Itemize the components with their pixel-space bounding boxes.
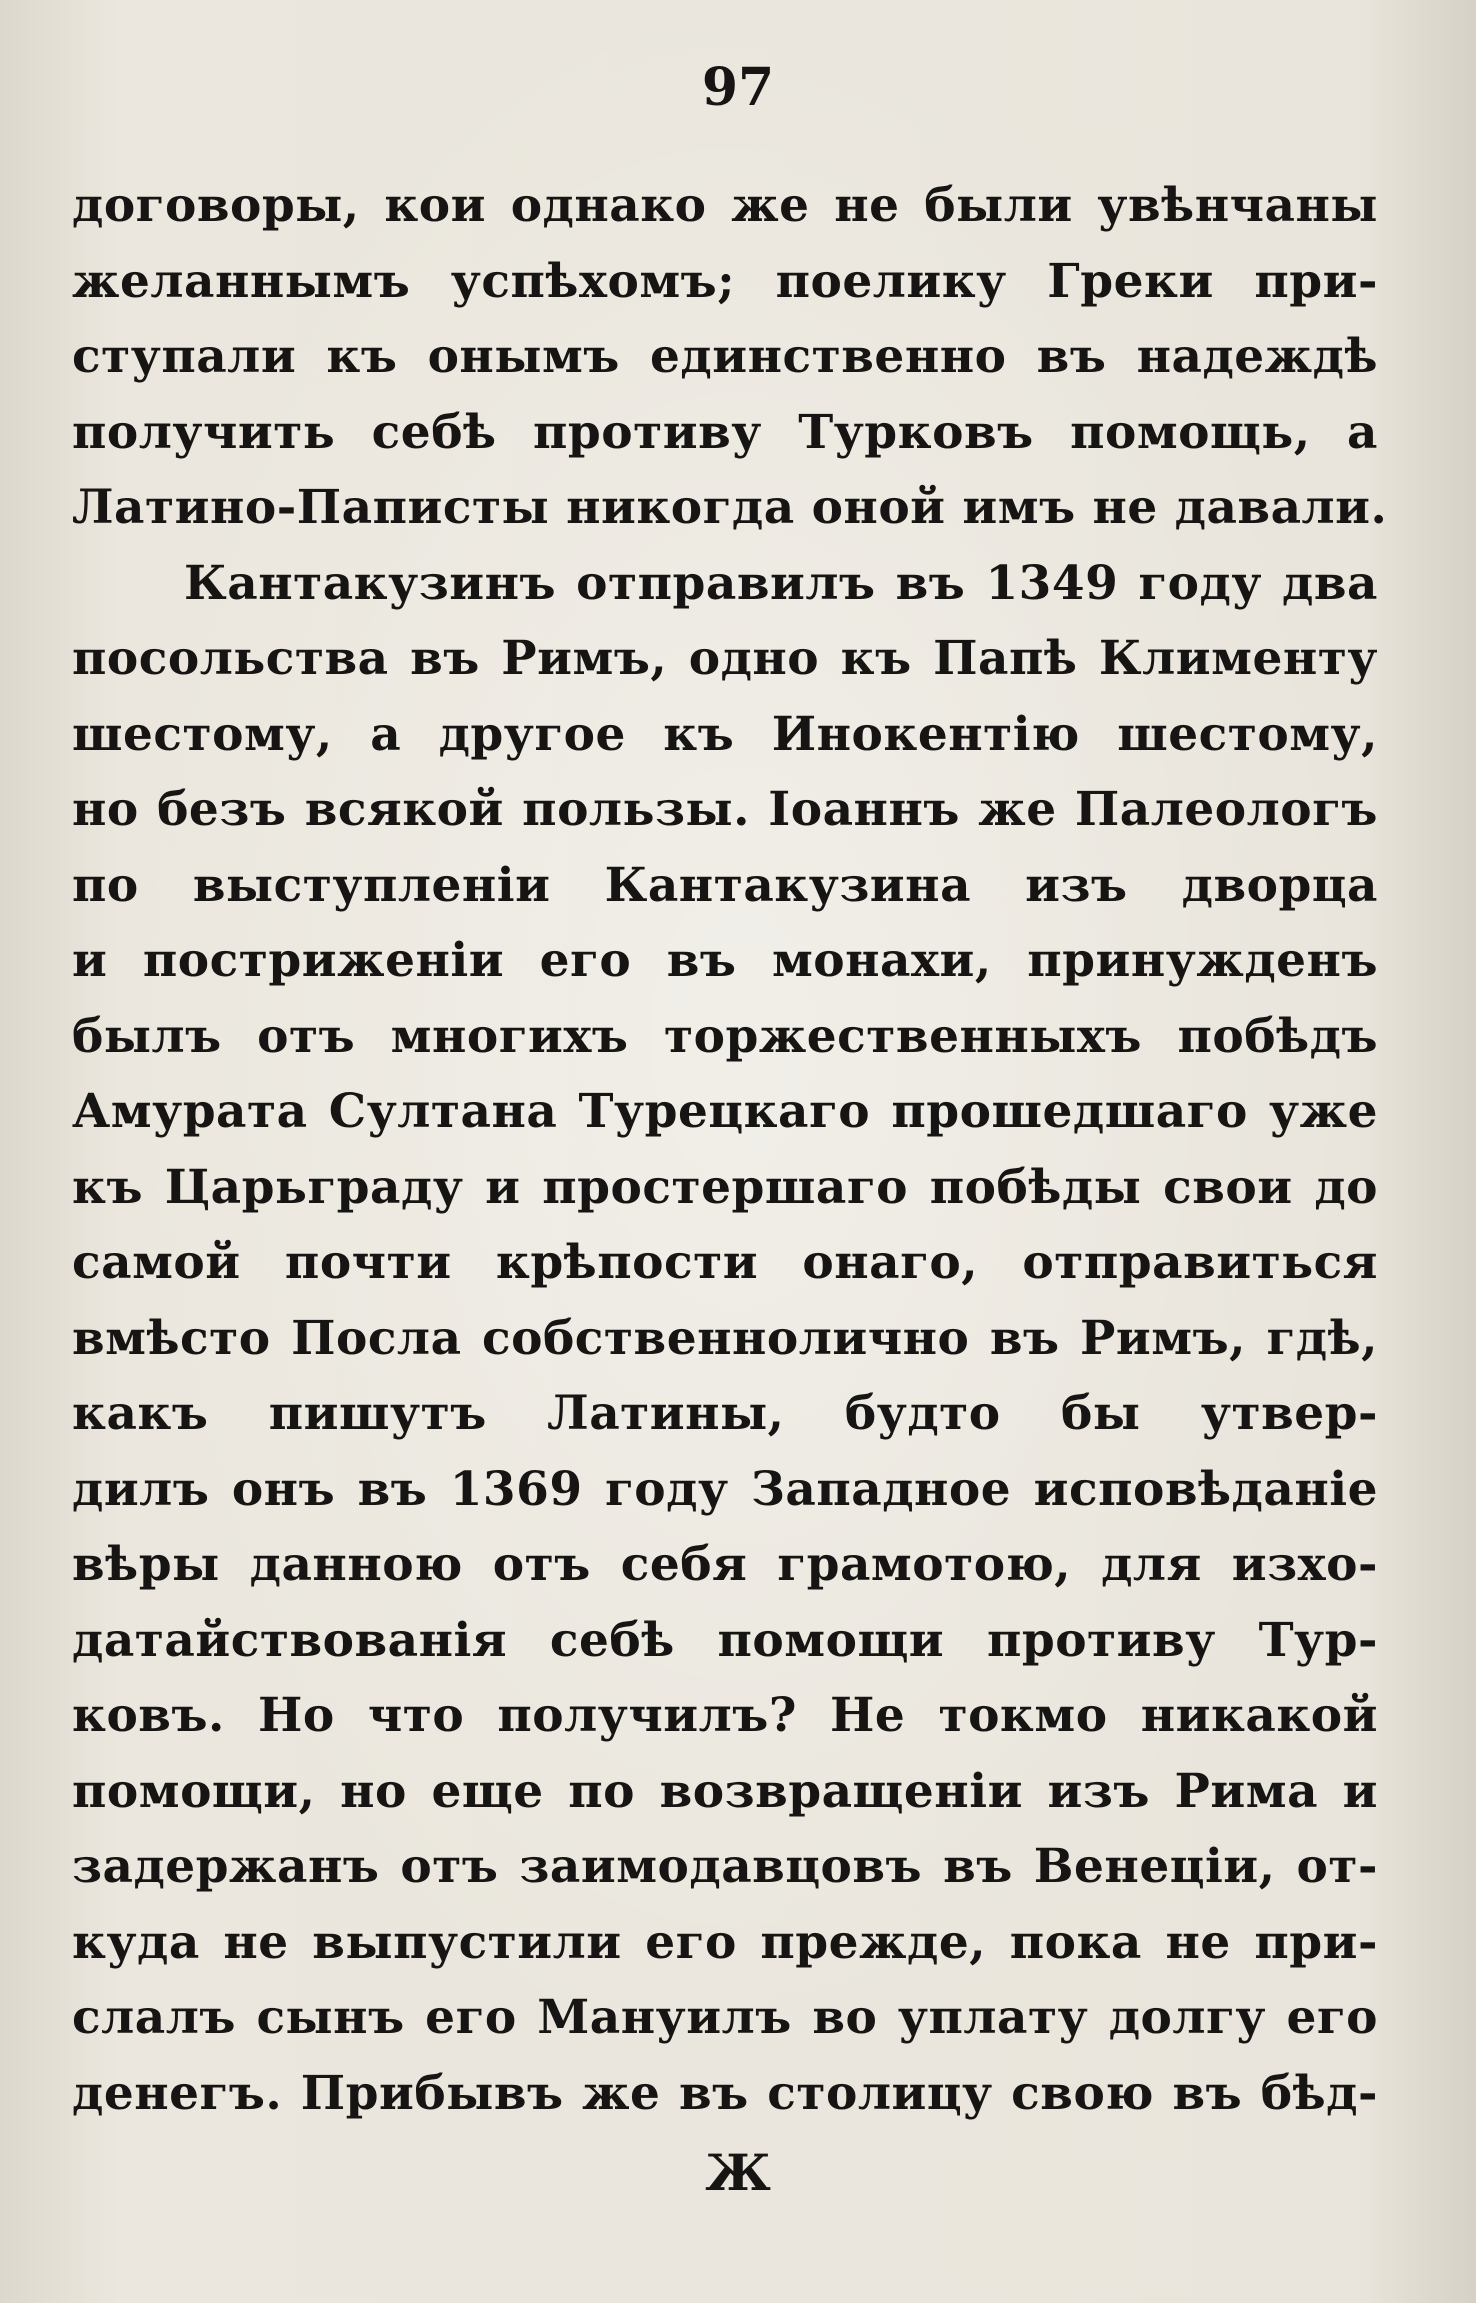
text-line: Амурата Султана Турецкаго прошедшаго уже [72,1084,1378,1139]
text-line: вмѣсто Посла собственнолично въ Римъ, гдѣ, [72,1310,1378,1366]
text-line: ступали къ онымъ единственно въ надеждѣ [72,329,1378,384]
text-line: посольства въ Римъ, одно къ Папѣ Клименту [72,631,1378,686]
text-line: помощи, но еще по возвращеніи изъ Рима и [72,1763,1378,1819]
text-line: вѣры данною отъ себя грамотою, для изхо- [72,1537,1378,1592]
text-line: былъ отъ многихъ торжественныхъ побѣдъ [72,1008,1378,1064]
text-line: но безъ всякой пользы. Іоаннъ же Палеологъ [72,782,1378,837]
text-line: слалъ сынъ его Мануилъ во уплату долгу его [72,1990,1378,2045]
signature-mark: Ж [705,2143,771,2202]
text-line: самой почти крѣпости онаго, отправиться [72,1235,1378,1290]
text-line: денегъ. Прибывъ же въ столицу свою въ бѣд- [72,2065,1378,2121]
text-line: по выступленіи Кантакузина изъ дворца [72,857,1378,913]
text-line: шестому, а другое къ Инокентію шестому, [72,706,1378,762]
page-number: 97 [701,57,775,118]
body-text [72,168,1388,2131]
text-line: договоры, кои однако же не были увѣнчаны [72,178,1378,233]
paragraph-start-line: Кантакузинъ отправилъ въ 1349 году два [184,555,1378,611]
text-line: ковъ. Но что получилъ? Не токмо никакой [72,1688,1378,1743]
text-line: куда не выпустили его прежде, пока не при- [72,1914,1378,1970]
text-line: дилъ онъ въ 1369 году Западное исповѣданіе [72,1461,1378,1517]
text-line: желаннымъ успѣхомъ; поелику Греки при- [72,253,1378,309]
text-line: Латино-Паписты никогда оной имъ не давали. [72,480,1388,535]
text-line: и постриженіи его въ монахи, принужденъ [72,933,1378,988]
text-line: къ Царьграду и простершаго побѣды свои до [72,1159,1378,1215]
text-line: какъ пишутъ Латины, будто бы утвер- [72,1386,1378,1441]
text-line: задержанъ отъ заимодавцовъ въ Венеціи, от- [72,1839,1378,1894]
text-line: датайствованія себѣ помощи противу Тур- [72,1612,1378,1668]
text-line: получить себѣ противу Турковъ помощь, а [72,404,1378,460]
